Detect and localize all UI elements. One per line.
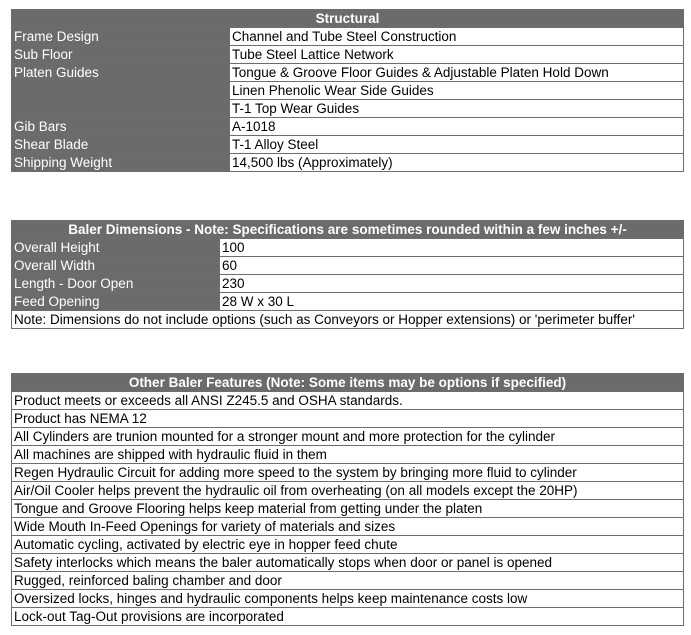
- structural-title: Structural: [12, 10, 684, 28]
- table-row: [12, 518, 684, 536]
- feature-item: Automatic cycling, activated by electric eye in hopper feed chute: [12, 536, 684, 554]
- table-row: [12, 136, 684, 154]
- feed-opening-value: 28 W x 30 L: [220, 293, 684, 311]
- table-row: [12, 536, 684, 554]
- sub-floor-value: Tube Steel Lattice Network: [230, 46, 684, 64]
- table-row: [12, 239, 684, 257]
- frame-design-label: Frame Design: [12, 28, 230, 46]
- feature-item: All Cylinders are trunion mounted for a stronger mount and more protection for the cylinder: [12, 428, 684, 446]
- length-door-open-label: Length - Door Open: [12, 275, 220, 293]
- table-row: [12, 500, 684, 518]
- table-row: [12, 482, 684, 500]
- table-row: [12, 446, 684, 464]
- dimensions-table: [11, 220, 684, 329]
- feature-item: All machines are shipped with hydraulic fluid in them: [12, 446, 684, 464]
- features-title: Other Baler Features (Note: Some items may be options if specified): [12, 374, 684, 392]
- structural-table: [11, 9, 684, 172]
- table-row: [12, 464, 684, 482]
- feature-item: Lock-out Tag-Out provisions are incorporated: [12, 608, 684, 626]
- feature-item: Safety interlocks which means the baler automatically stops when door or panel is opened: [12, 554, 684, 572]
- platen-guides-value: T-1 Top Wear Guides: [230, 100, 684, 118]
- shipping-weight-label: Shipping Weight: [12, 154, 230, 172]
- gib-bars-label: Gib Bars: [12, 118, 230, 136]
- table-row: [12, 374, 684, 392]
- table-row: [12, 275, 684, 293]
- table-row: [12, 118, 684, 136]
- platen-guides-value: Linen Phenolic Wear Side Guides: [230, 82, 684, 100]
- overall-width-value: 60: [220, 257, 684, 275]
- table-row: [12, 28, 684, 46]
- feature-item: Oversized locks, hinges and hydraulic components helps keep maintenance costs low: [12, 590, 684, 608]
- feature-item: Tongue and Groove Flooring helps keep material from getting under the platen: [12, 500, 684, 518]
- table-row: [12, 554, 684, 572]
- table-row: [12, 428, 684, 446]
- frame-design-value: Channel and Tube Steel Construction: [230, 28, 684, 46]
- table-row: [12, 46, 684, 64]
- table-row: [12, 311, 684, 329]
- table-row: [12, 257, 684, 275]
- table-row: [12, 10, 684, 28]
- table-row: [12, 64, 684, 82]
- overall-height-value: 100: [220, 239, 684, 257]
- feature-item: Rugged, reinforced baling chamber and door: [12, 572, 684, 590]
- feature-item: Product has NEMA 12: [12, 410, 684, 428]
- table-row: [12, 392, 684, 410]
- dimensions-note: Note: Dimensions do not include options (such as Conveyors or Hopper extensions) or 'perimeter buffer': [12, 311, 684, 329]
- table-row: [12, 608, 684, 626]
- shipping-weight-value: 14,500 lbs (Approximately): [230, 154, 684, 172]
- features-table: [11, 373, 684, 626]
- length-door-open-value: 230: [220, 275, 684, 293]
- dimensions-title: Baler Dimensions - Note: Specifications are sometimes rounded within a few inches +/-: [12, 221, 684, 239]
- table-row: [12, 293, 684, 311]
- table-row: [12, 154, 684, 172]
- table-row: [12, 410, 684, 428]
- feature-item: Regen Hydraulic Circuit for adding more speed to the system by bringing more fluid to cylinder: [12, 464, 684, 482]
- table-row: [12, 572, 684, 590]
- overall-width-label: Overall Width: [12, 257, 220, 275]
- table-row: [12, 590, 684, 608]
- gib-bars-value: A-1018: [230, 118, 684, 136]
- feature-item: Air/Oil Cooler helps prevent the hydraulic oil from overheating (on all models except the 20HP): [12, 482, 684, 500]
- overall-height-label: Overall Height: [12, 239, 220, 257]
- feature-item: Product meets or exceeds all ANSI Z245.5 and OSHA standards.: [12, 392, 684, 410]
- feed-opening-label: Feed Opening: [12, 293, 220, 311]
- table-row: [12, 221, 684, 239]
- feature-item: Wide Mouth In-Feed Openings for variety of materials and sizes: [12, 518, 684, 536]
- platen-guides-label: Platen Guides: [12, 64, 230, 118]
- sub-floor-label: Sub Floor: [12, 46, 230, 64]
- shear-blade-value: T-1 Alloy Steel: [230, 136, 684, 154]
- shear-blade-label: Shear Blade: [12, 136, 230, 154]
- platen-guides-value: Tongue & Groove Floor Guides & Adjustable Platen Hold Down: [230, 64, 684, 82]
